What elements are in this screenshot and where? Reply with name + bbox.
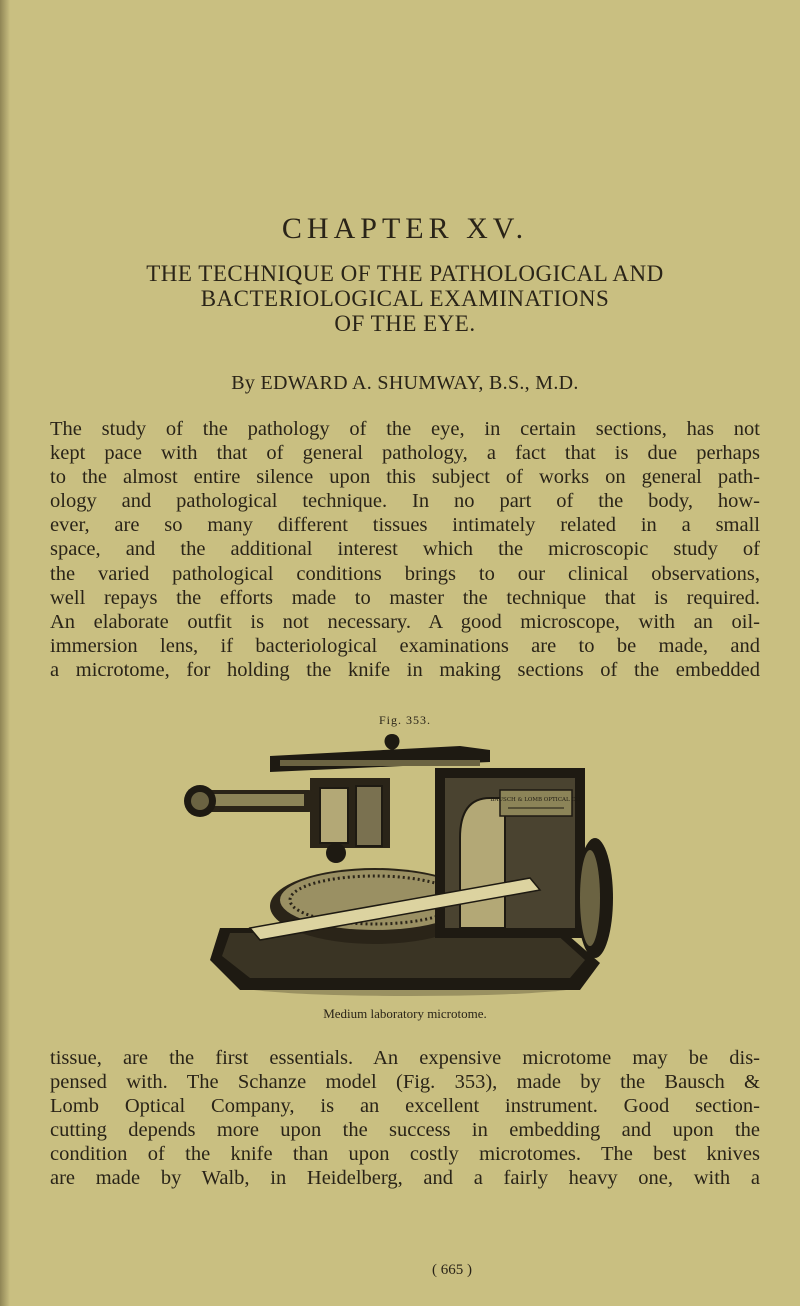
paragraph-intro [50,417,760,682]
maker-plate-text: BAUSCH & LOMB OPTICAL CO. [490,797,582,803]
chapter-title [50,261,760,336]
figure-label: Fig. 353. [378,713,431,727]
text-line: The study of the pathology of the eye, in certain sections, has not [50,418,760,440]
text-line: space, and the additional interest which the microscopic study of [50,538,760,561]
text-line: ology and pathological technique. In no part of the body, how- [50,490,760,513]
text-line: Lomb Optical Company, is an excellent instrument. Good section- [50,1095,760,1118]
figure-caption: Medium laboratory microtome. [323,1006,487,1021]
text-line: ever, are so many different tissues intimately related in a small [50,514,760,537]
text-line: a microtome, for holding the knife in making sections of the embedded [50,658,760,681]
chapter-title-line: BACTERIOLOGICAL EXAMINATIONS [200,286,610,311]
author-byline: By EDWARD A. SHUMWAY, B.S., M.D. [231,372,579,394]
text-line: to the almost entire silence upon this subject of works on general path- [50,466,760,489]
chapter-heading: CHAPTER XV. [281,212,529,245]
page-binding-edge [0,0,10,1306]
chapter-title-line: OF THE EYE. [334,311,476,336]
text-line: tissue, are the first essentials. An expensive microtome may be dis- [50,1047,760,1069]
text-line: cutting depends more upon the success in embedding and upon the [50,1119,760,1142]
text-line: An elaborate outfit is not necessary. A good microscope, with an oil- [50,610,760,633]
text-line: condition of the knife than upon costly microtomes. The best knives [50,1143,760,1166]
text-line: kept pace with that of general pathology, a fact that is due perhaps [50,442,760,465]
page-number: ( 665 ) [432,1262,472,1278]
microtome-illustration [160,728,640,1003]
paragraph-continued [50,1046,760,1191]
text-line: pensed with. The Schanze model (Fig. 353), made by the Bausch & [50,1071,760,1094]
text-line: the varied pathological conditions brings to our clinical observations, [50,562,760,585]
text-line: well repays the efforts made to master the technique that is required. [50,586,760,609]
text-line: immersion lens, if bacteriological examinations are to be made, and [50,634,760,657]
chapter-title-line: THE TECHNIQUE OF THE PATHOLOGICAL AND [146,261,664,286]
text-line: are made by Walb, in Heidelberg, and a fairly heavy one, with a [50,1167,760,1190]
